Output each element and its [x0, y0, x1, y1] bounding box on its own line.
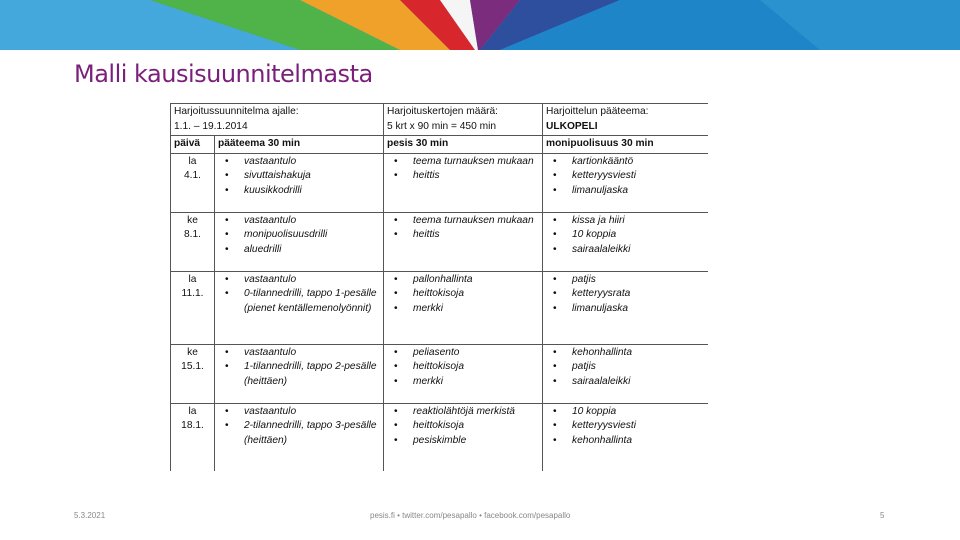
exercise-item: • limanuljaska: [546, 184, 706, 199]
day-cell: [171, 153, 215, 212]
exercise-item: • vastaantulo: [218, 346, 380, 361]
exercise-list: [387, 405, 539, 449]
exercise-item: • ketteryysrata: [546, 287, 706, 302]
exercise-item: • vastaantulo: [218, 405, 380, 420]
exercise-list: [387, 346, 539, 390]
column-header: monipuolisuus 30 min: [543, 136, 708, 154]
theme-cell: [543, 104, 708, 136]
date: 11.1.: [181, 288, 204, 300]
main-theme-cell: [215, 212, 384, 271]
weekday: la: [188, 405, 197, 417]
date: 18.1.: [181, 420, 204, 432]
period-label: Harjoitussuunnitelma ajalle:: [174, 106, 299, 117]
pesis-cell: [384, 271, 543, 344]
exercise-list: [218, 346, 380, 390]
exercise-item: • kuusikkodrilli: [218, 184, 380, 199]
count-cell: [384, 104, 543, 136]
exercise-list: [546, 346, 706, 390]
exercise-item: • sairaalaleikki: [546, 375, 706, 390]
exercise-item: • 0-tilannedrilli, tappo 1-pesälle (pienet kentällemenolyönnit): [218, 287, 380, 316]
exercise-item: • merkki: [387, 302, 539, 317]
exercise-item: • heittokisoja: [387, 360, 539, 375]
day-cell: [171, 344, 215, 403]
period-value: 1.1. – 19.1.2014: [174, 120, 248, 132]
exercise-item: • 2-tilannedrilli, tappo 3-pesälle (heittäen): [218, 419, 380, 448]
exercise-list: [218, 405, 380, 449]
exercise-item: • ketteryysviesti: [546, 419, 706, 434]
day-cell: [171, 403, 215, 471]
exercise-list: [546, 273, 706, 317]
period-cell: [171, 104, 384, 136]
table-row: [171, 153, 709, 212]
exercise-item: • aluedrilli: [218, 243, 380, 258]
exercise-list: [387, 155, 539, 184]
exercise-item: • heittokisoja: [387, 287, 539, 302]
weekday: la: [188, 273, 197, 285]
season-plan-table-image: [170, 103, 708, 471]
versatility-cell: [543, 403, 708, 471]
theme-label: Harjoittelun pääteema:: [546, 106, 649, 117]
exercise-list: [387, 273, 539, 317]
pesis-cell: [384, 403, 543, 471]
exercise-list: [546, 155, 706, 199]
exercise-item: • limanuljaska: [546, 302, 706, 317]
exercise-item: • kehonhallinta: [546, 434, 706, 449]
main-theme-cell: [215, 403, 384, 471]
versatility-cell: [543, 153, 708, 212]
exercise-item: • patjis: [546, 273, 706, 288]
weekday: la: [188, 155, 197, 167]
exercise-item: • 1-tilannedrilli, tappo 2-pesälle (heittäen): [218, 360, 380, 389]
exercise-list: [218, 155, 380, 199]
exercise-list: [546, 405, 706, 449]
exercise-item: • peliasento: [387, 346, 539, 361]
exercise-item: • sivuttaishakuja: [218, 169, 380, 184]
exercise-list: [218, 214, 380, 258]
exercise-item: • sairaalaleikki: [546, 243, 706, 258]
exercise-item: • patjis: [546, 360, 706, 375]
column-header: pesis 30 min: [384, 136, 543, 154]
table-row: [171, 344, 709, 403]
date: 15.1.: [181, 361, 204, 373]
exercise-item: • vastaantulo: [218, 273, 380, 288]
exercise-list: [218, 273, 380, 317]
column-header-row: [171, 136, 709, 154]
pesis-cell: [384, 344, 543, 403]
header-banner: [0, 0, 960, 50]
exercise-item: • ketteryysviesti: [546, 169, 706, 184]
exercise-item: • kissa ja hiiri: [546, 214, 706, 229]
exercise-item: • heittis: [387, 228, 539, 243]
weekday: ke: [187, 346, 198, 358]
exercise-item: • heittis: [387, 169, 539, 184]
table-header-row: [171, 104, 709, 136]
exercise-item: • pesiskimble: [387, 434, 539, 449]
exercise-item: • teema turnauksen mukaan: [387, 155, 539, 170]
pesis-cell: [384, 212, 543, 271]
versatility-cell: [543, 212, 708, 271]
footer-links: pesis.fi • twitter.com/pesapallo • facebook.com/pesapallo: [370, 511, 571, 520]
exercise-item: • kehonhallinta: [546, 346, 706, 361]
exercise-item: • monipuolisuusdrilli: [218, 228, 380, 243]
exercise-item: • heittokisoja: [387, 419, 539, 434]
count-value: 5 krt x 90 min = 450 min: [387, 120, 497, 132]
table-row: [171, 271, 709, 344]
exercise-list: [387, 214, 539, 243]
column-header: päivä: [171, 136, 215, 154]
exercise-item: • vastaantulo: [218, 214, 380, 229]
main-theme-cell: [215, 344, 384, 403]
table-row: [171, 403, 709, 471]
day-cell: [171, 212, 215, 271]
date: 4.1.: [184, 170, 201, 182]
exercise-item: • teema turnauksen mukaan: [387, 214, 539, 229]
exercise-item: • pallonhallinta: [387, 273, 539, 288]
count-label: Harjoituskertojen määrä:: [387, 106, 498, 117]
pesis-cell: [384, 153, 543, 212]
exercise-list: [546, 214, 706, 258]
exercise-item: • reaktiolähtöjä merkistä: [387, 405, 539, 420]
season-plan-table: [170, 103, 708, 471]
page-number: 5: [880, 511, 885, 520]
exercise-item: • 10 koppia: [546, 405, 706, 420]
day-cell: [171, 271, 215, 344]
versatility-cell: [543, 344, 708, 403]
versatility-cell: [543, 271, 708, 344]
exercise-item: • kartionkääntö: [546, 155, 706, 170]
main-theme-cell: [215, 153, 384, 212]
exercise-item: • vastaantulo: [218, 155, 380, 170]
exercise-item: • merkki: [387, 375, 539, 390]
slide-title: Malli kausisuunnitelmasta: [74, 60, 373, 88]
exercise-item: • 10 koppia: [546, 228, 706, 243]
column-header: pääteema 30 min: [215, 136, 384, 154]
theme-value: ULKOPELI: [546, 120, 598, 132]
table-row: [171, 212, 709, 271]
footer-date: 5.3.2021: [74, 511, 106, 520]
weekday: ke: [187, 214, 198, 226]
date: 8.1.: [184, 229, 201, 241]
main-theme-cell: [215, 271, 384, 344]
